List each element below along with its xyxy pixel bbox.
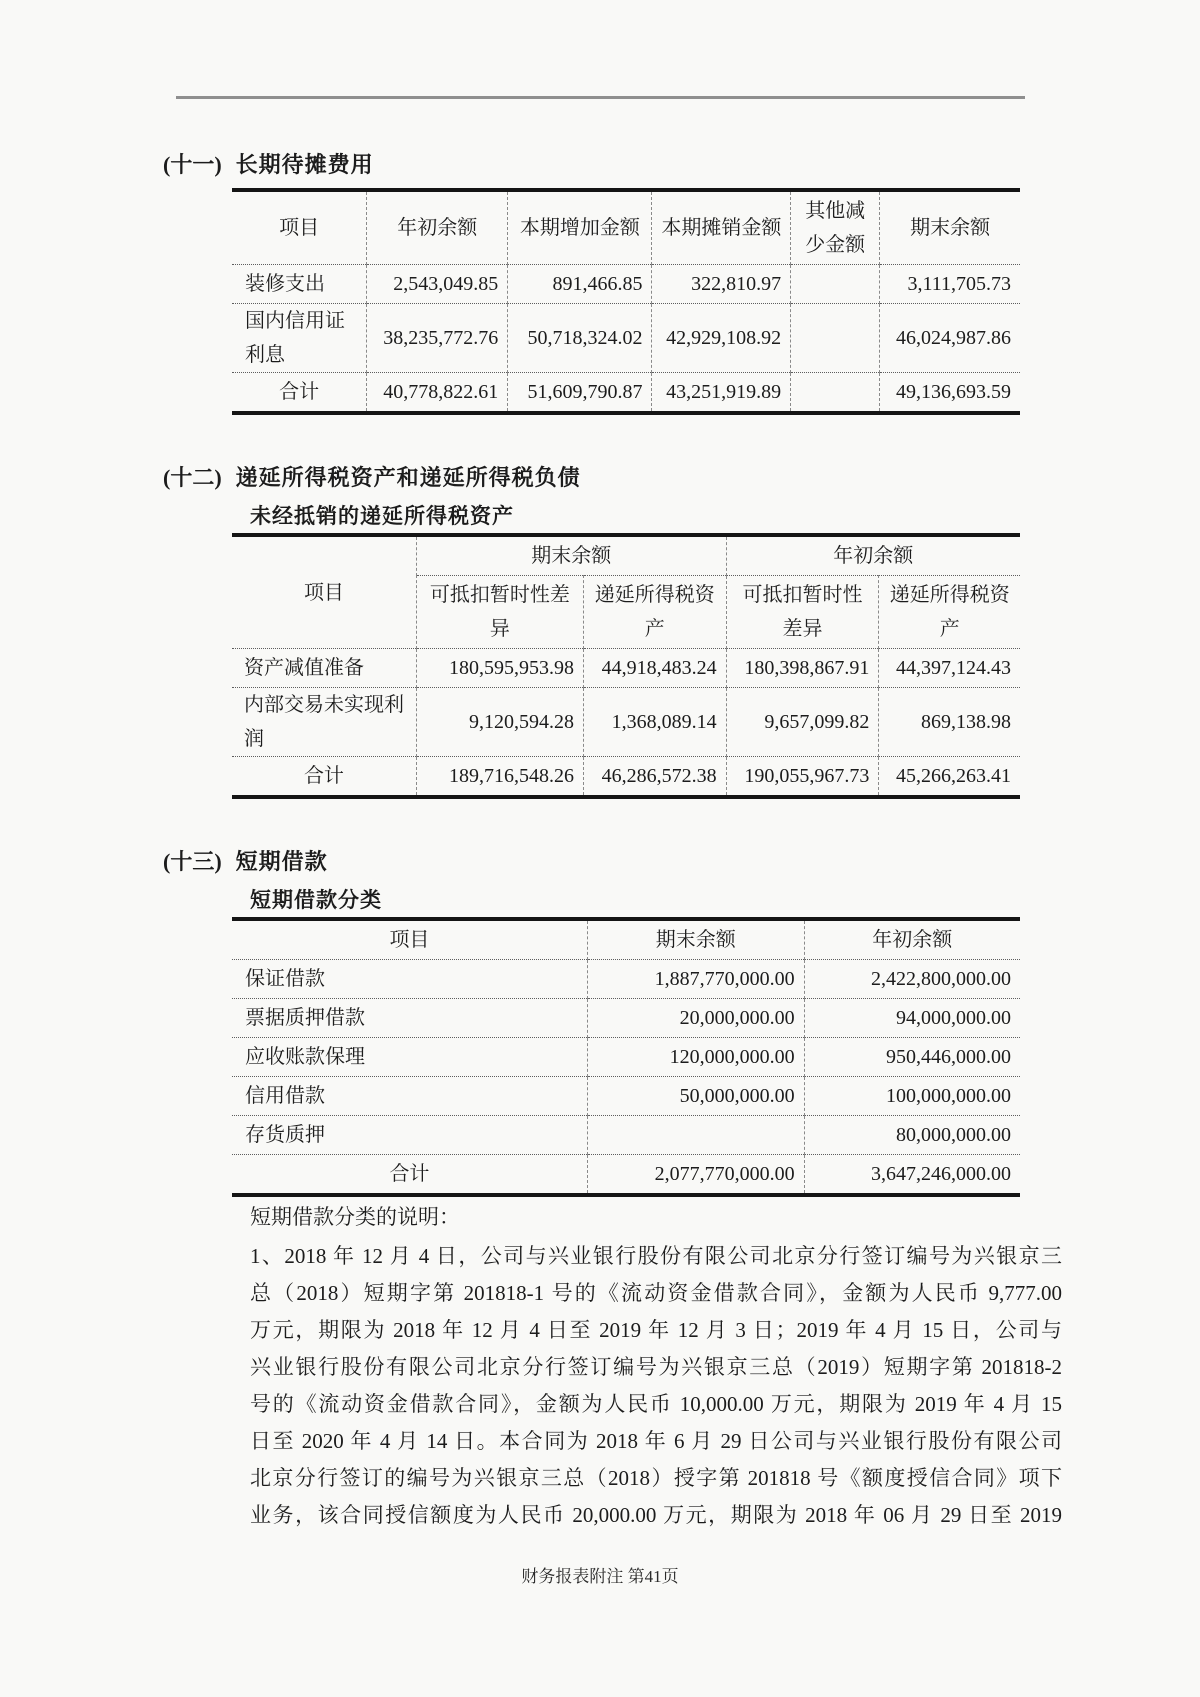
table-row (232, 265, 1020, 304)
table-row (232, 1038, 1020, 1077)
row-value: 950,446,000.00 (804, 1038, 1020, 1077)
column-subheader: 递延所得税资产 (879, 576, 1020, 649)
section-title: 短期借款 (235, 849, 328, 874)
note-line: 北京分行签订的编号为兴银京三总（2018）授字第 201818 号《额度授信合同》项下 (250, 1466, 1062, 1490)
row-value: 44,918,483.24 (583, 649, 726, 688)
column-header: 期末余额 (880, 190, 1020, 265)
table-row (232, 688, 1020, 757)
column-group-header: 期末余额 (416, 535, 726, 576)
row-value: 322,810.97 (652, 265, 791, 304)
row-label: 应收账款保理 (232, 1038, 587, 1077)
row-label: 合计 (232, 1155, 587, 1196)
note-line: 万元，期限为 2018 年 12 月 4 日至 2019 年 12 月 3 日；2019 年 4 月 15 日，公司与 (250, 1318, 1062, 1342)
section-title: 递延所得税资产和递延所得税负债 (235, 465, 581, 490)
table-body (232, 649, 1020, 757)
page-footer: 财务报表附注 第41页 (521, 1567, 679, 1586)
row-value: 49,136,693.59 (880, 373, 1020, 414)
table-header (232, 190, 1020, 265)
row-label: 合计 (232, 757, 416, 798)
note-line: 1、2018 年 12 月 4 日，公司与兴业银行股份有限公司北京分行签订编号为兴银京三 (250, 1244, 1062, 1268)
column-header: 期末余额 (587, 919, 804, 960)
row-value: 43,251,919.89 (652, 373, 791, 414)
row-value: 891,466.85 (508, 265, 652, 304)
row-value: 2,422,800,000.00 (804, 960, 1020, 999)
row-value: 2,077,770,000.00 (587, 1155, 804, 1196)
row-value: 42,929,108.92 (652, 304, 791, 373)
row-value: 44,397,124.43 (879, 649, 1020, 688)
row-label: 存货质押 (232, 1116, 587, 1155)
column-subheader: 可抵扣暂时性差异 (726, 576, 879, 649)
borrowings-note-paragraph (250, 1238, 1062, 1534)
table-row (232, 999, 1020, 1038)
row-value: 9,120,594.28 (416, 688, 583, 757)
note-line: 号的《流动资金借款合同》，金额为人民币 10,000.00 万元，期限为 2019 年 4 月 15 (250, 1392, 1062, 1416)
row-value: 46,024,987.86 (880, 304, 1020, 373)
row-value: 38,235,772.76 (367, 304, 508, 373)
row-value (587, 1116, 804, 1155)
column-header: 其他减少金额 (791, 190, 880, 265)
row-value: 3,647,246,000.00 (804, 1155, 1020, 1196)
column-group-header: 年初余额 (726, 535, 1020, 576)
row-value: 3,111,705.73 (880, 265, 1020, 304)
row-value: 51,609,790.87 (508, 373, 652, 414)
row-label: 资产减值准备 (244, 657, 364, 679)
section-11-heading (163, 150, 1200, 180)
table-total (232, 757, 1020, 798)
table-header (232, 919, 1020, 960)
long-term-prepaid-expenses-table (232, 188, 1020, 415)
section-13-subtitle: 短期借款分类 (250, 888, 382, 912)
short-term-borrowings-table (232, 917, 1020, 1197)
row-value: 190,055,967.73 (726, 757, 879, 798)
row-value (791, 373, 880, 414)
row-value: 50,718,324.02 (508, 304, 652, 373)
section-13-heading (163, 847, 1200, 877)
row-label: 信用借款 (232, 1077, 587, 1116)
row-value: 45,266,263.41 (879, 757, 1020, 798)
row-value: 180,398,867.91 (726, 649, 879, 688)
row-value (791, 265, 880, 304)
row-label: 保证借款 (245, 968, 325, 990)
column-header: 项目 (232, 535, 416, 649)
deferred-tax-assets-table (232, 533, 1020, 799)
note-line: 日至 2020 年 4 月 14 日。本合同为 2018 年 6 月 29 日公司与兴业银行股份有限公司 (250, 1429, 1062, 1453)
total-row (232, 1155, 1020, 1196)
row-value: 80,000,000.00 (804, 1116, 1020, 1155)
row-value: 1,887,770,000.00 (587, 960, 804, 999)
table-row (232, 1116, 1020, 1155)
table-row (232, 304, 1020, 373)
row-label: 国内信用证利息 (232, 304, 367, 373)
table-row (232, 960, 1020, 999)
row-value: 869,138.98 (879, 688, 1020, 757)
row-label: 内部交易未实现利润 (232, 688, 416, 757)
row-value: 50,000,000.00 (587, 1077, 804, 1116)
row-value: 46,286,572.38 (583, 757, 726, 798)
column-header: 项目 (232, 190, 367, 265)
column-subheader: 递延所得税资产 (583, 576, 726, 649)
note-line: 兴业银行股份有限公司北京分行签订编号为兴银京三总（2019）短期字第 201818-2 (250, 1355, 1062, 1379)
table-row (232, 649, 1020, 688)
total-row (232, 373, 1020, 414)
table-total (232, 373, 1020, 414)
section-number: (十三) (163, 849, 222, 874)
row-value: 2,543,049.85 (367, 265, 508, 304)
column-header: 年初余额 (804, 919, 1020, 960)
column-header: 项目 (232, 919, 587, 960)
row-value: 1,368,089.14 (583, 688, 726, 757)
row-value (791, 304, 880, 373)
note-line: 业务，该合同授信额度为人民币 20,000.00 万元，期限为 2018 年 06 月 29 日至 2019 (250, 1503, 1062, 1527)
table-total (232, 1155, 1020, 1196)
section-number: (十一) (163, 152, 222, 177)
total-row (232, 757, 1020, 798)
row-label: 票据质押借款 (232, 999, 587, 1038)
column-header: 本期增加金额 (508, 190, 652, 265)
row-label: 装修支出 (245, 273, 325, 295)
row-value: 20,000,000.00 (587, 999, 804, 1038)
row-value: 120,000,000.00 (587, 1038, 804, 1077)
row-value: 180,595,953.98 (416, 649, 583, 688)
table-row (232, 1077, 1020, 1116)
borrowings-note-title: 短期借款分类的说明： (250, 1205, 460, 1229)
column-subheader: 可抵扣暂时性差异 (416, 576, 583, 649)
section-12-heading (163, 463, 1200, 493)
row-value: 9,657,099.82 (726, 688, 879, 757)
row-value: 94,000,000.00 (804, 999, 1020, 1038)
row-label: 合计 (232, 373, 367, 414)
table-body (232, 265, 1020, 373)
note-line: 总（2018）短期字第 201818-1 号的《流动资金借款合同》，金额为人民币 9,777.00 (250, 1281, 1062, 1305)
row-value: 100,000,000.00 (804, 1077, 1020, 1116)
section-title: 长期待摊费用 (235, 152, 374, 177)
section-number: (十二) (163, 465, 222, 490)
column-header: 本期摊销金额 (652, 190, 791, 265)
table-header (232, 535, 1020, 649)
section-12-subtitle: 未经抵销的递延所得税资产 (250, 504, 514, 528)
row-value: 40,778,822.61 (367, 373, 508, 414)
column-header: 年初余额 (367, 190, 508, 265)
row-value: 189,716,548.26 (416, 757, 583, 798)
table-body (232, 960, 1020, 1155)
